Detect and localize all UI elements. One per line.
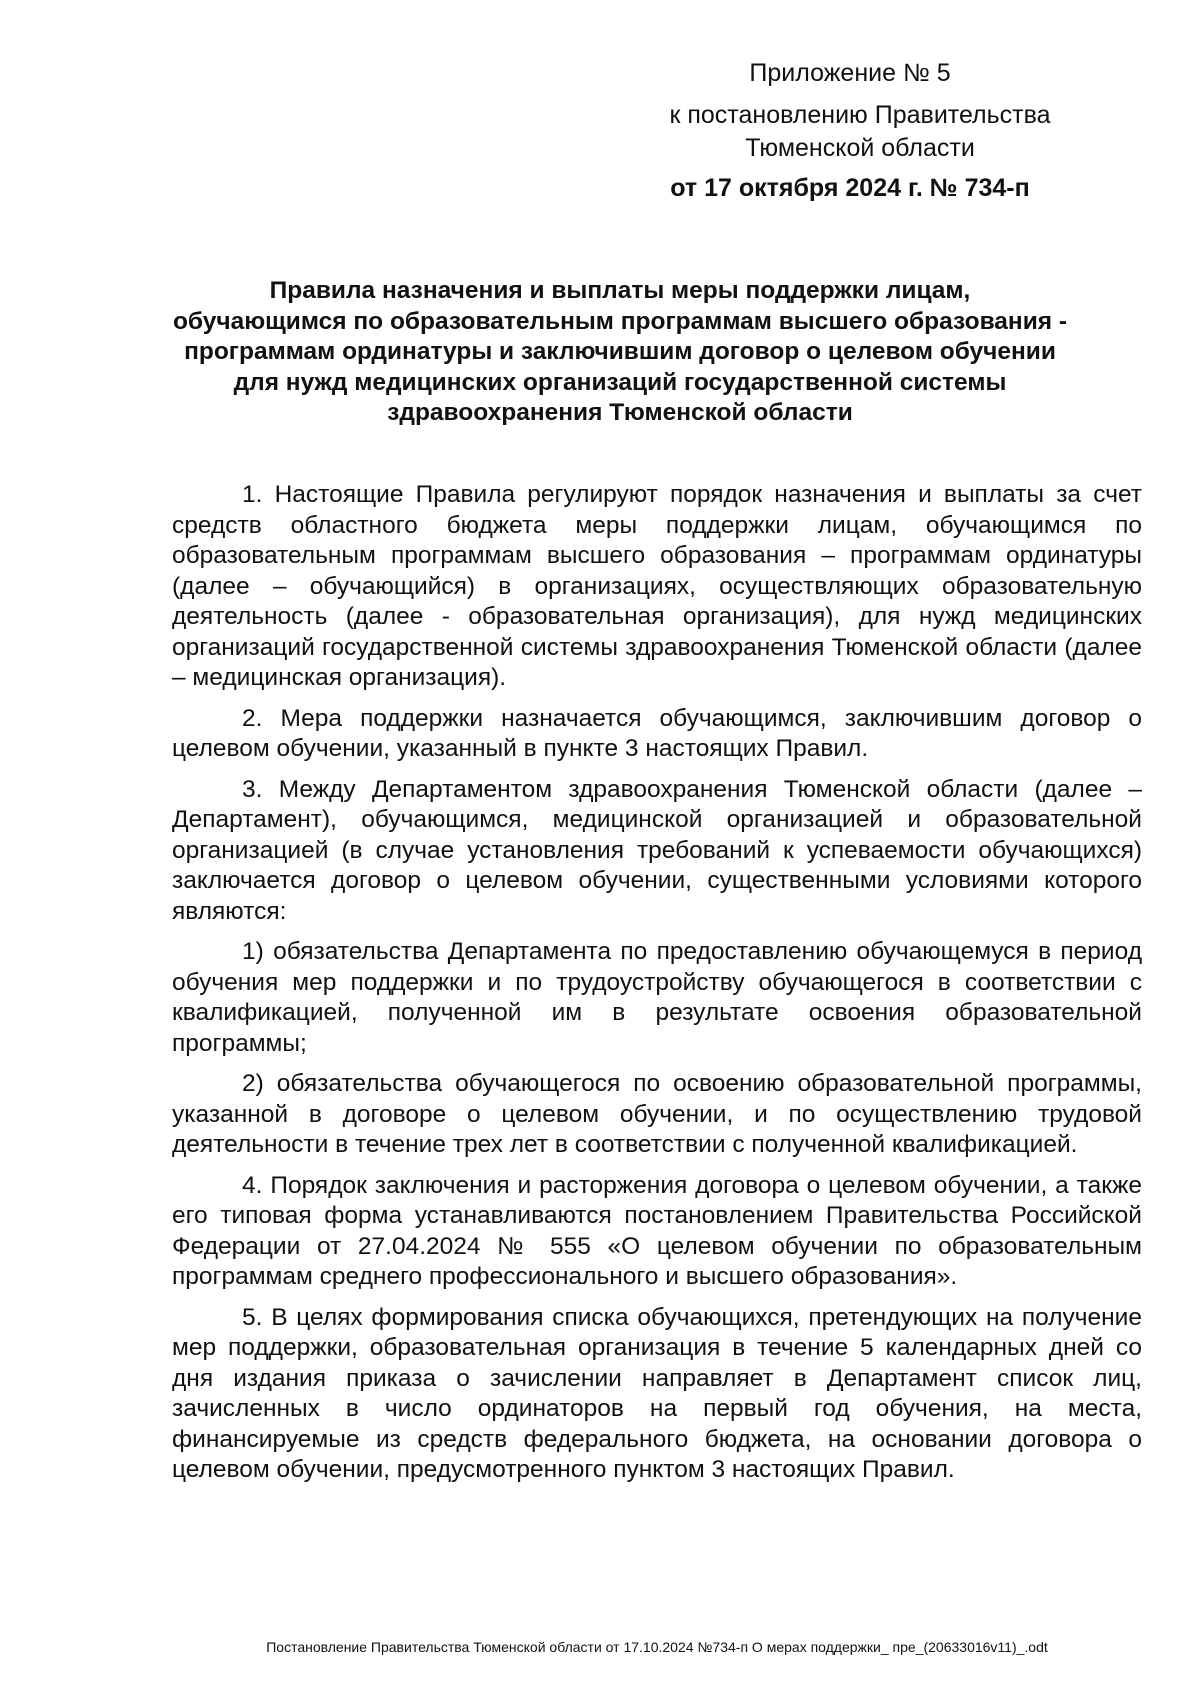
page-footer: Постановление Правительства Тюменской области от 17.10.2024 №734-п О мерах поддержки_ пре_(20633016v11)_.odt (266, 1639, 1048, 1655)
title-line-5: здравоохранения Тюменской области (387, 399, 853, 426)
appendix-reference-line-2: Тюменской области (745, 134, 975, 162)
paragraph-4: 4. Порядок заключения и расторжения договора о целевом обучении, а также его типовая форма устанавливаются постановлением Правительства Российской Федерации от 27.04.2024 № 555 «О целевом обучении по образовательным программам среднего профессионального и высшего образования». (172, 1171, 1142, 1290)
appendix-reference-line-1: к постановлению Правительства (669, 101, 1051, 129)
title-line-3: программам ординатуры и заключившим договор о целевом обучении (184, 338, 1056, 365)
resolution-date-number: от 17 октября 2024 г. № 734-п (670, 174, 1030, 202)
paragraph-5: 5. В целях формирования списка обучающихся, претендующих на получение мер поддержки, образовательная организация в течение 5 календарных дней со дня издания приказа о зачислении направляет в Департамент список лиц, зачисленных в число ординаторов на первый год обучения, на места, финансируемые из средств федерального бюджета, на основании договора о целевом обучении, предусмотренного пунктом 3 настоящих Правил. (172, 1303, 1142, 1483)
paragraph-3-item-1: 1) обязательства Департамента по предоставлению обучающемуся в период обучения мер поддержки и по трудоустройству обучающегося в соответствии с квалификацией, полученной им в результате освоения образовательной программы; (172, 938, 1142, 1057)
paragraph-3: 3. Между Департаментом здравоохранения Тюменской области (далее – Департамент), обучающимся, медицинской организацией и образовательной организацией (в случае установления требований к успеваемости обучающихся) заключается договор о целевом обучении, существенными условиями которого являются: (172, 775, 1142, 925)
appendix-number: Приложение № 5 (749, 59, 951, 87)
paragraph-1: 1. Настоящие Правила регулируют порядок назначения и выплаты за счет средств областного бюджета меры поддержки лицам, обучающимся по образовательным программам высшего образования – программам ординатуры (далее – обучающийся) в организациях, осуществляющих образовательную деятельность (далее - образовательная организация), для нужд медицинских организаций государственной системы здравоохранения Тюменской области (далее – медицинская организация). (172, 481, 1142, 691)
title-line-2: обучающимся по образовательным программам высшего образования - (172, 307, 1068, 335)
document-body (172, 480, 1142, 1496)
title-line-4: для нужд медицинских организаций государственной системы (233, 368, 1007, 396)
document-title (160, 276, 1080, 429)
title-line-1: Правила назначения и выплаты меры поддержки лицам, (269, 277, 971, 304)
paragraph-2: 2. Мера поддержки назначается обучающимся, заключившим договор о целевом обучении, указанный в пункте 3 настоящих Правил. (172, 704, 1142, 762)
appendix-reference (600, 99, 1120, 165)
paragraph-3-item-2: 2) обязательства обучающегося по освоению образовательной программы, указанной в договоре о целевом обучении, и по осуществлению трудовой деятельности в течение трех лет в соответствии с полученной квалификацией. (172, 1070, 1142, 1158)
